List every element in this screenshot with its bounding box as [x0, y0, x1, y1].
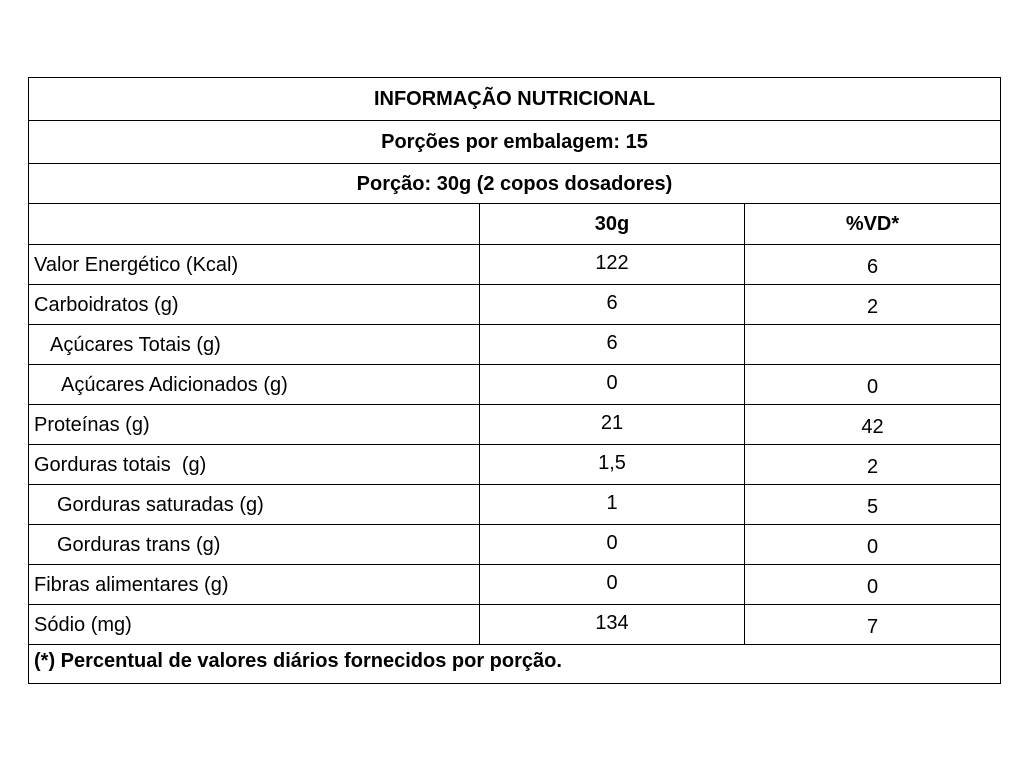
- nutrient-label: Gorduras totais (g): [29, 445, 480, 485]
- nutrient-amount: 6: [606, 331, 618, 354]
- nutrient-label: Gorduras saturadas (g): [29, 485, 480, 525]
- nutrient-label: Carboidratos (g): [29, 285, 480, 325]
- nutrient-dv: 2: [866, 295, 879, 318]
- nutrient-label: Valor Energético (Kcal): [29, 245, 480, 285]
- nutrient-label: Açúcares Totais (g): [29, 325, 480, 365]
- nutrient-amount: 122: [595, 251, 629, 274]
- nutrient-dv: 42: [861, 415, 884, 438]
- table-row: [29, 285, 1001, 325]
- footnote: (*) Percentual de valores diários fornecidos por porção.: [29, 645, 1001, 684]
- nutrient-label: Fibras alimentares (g): [29, 565, 480, 605]
- nutrient-amount: 134: [595, 611, 629, 634]
- portion-row: [29, 164, 1001, 204]
- nutrient-amount: 1,5: [598, 451, 626, 474]
- nutrient-label: Gorduras trans (g): [29, 525, 480, 565]
- nutrient-amount: 0: [606, 371, 618, 394]
- table-row: [29, 565, 1001, 605]
- column-header-label: [29, 204, 480, 245]
- table-row: [29, 325, 1001, 365]
- nutrient-dv: 2: [866, 455, 879, 478]
- table-row: [29, 245, 1001, 285]
- nutrient-amount: 21: [600, 411, 624, 434]
- table-row: [29, 485, 1001, 525]
- nutrient-label: Açúcares Adicionados (g): [29, 365, 480, 405]
- nutrient-dv: 0: [866, 535, 879, 558]
- nutrient-dv: 0: [866, 575, 879, 598]
- nutrient-dv: 7: [866, 615, 879, 638]
- nutrition-facts-table: [28, 77, 1001, 684]
- footnote-row: [29, 645, 1001, 684]
- nutrient-dv: 0: [866, 375, 879, 398]
- table-row: [29, 525, 1001, 565]
- nutrient-dv: 5: [866, 495, 879, 518]
- table-row: [29, 405, 1001, 445]
- nutrient-label: Proteínas (g): [29, 405, 480, 445]
- servings-per-package: Porções por embalagem: 15: [29, 121, 1001, 164]
- title-row: [29, 78, 1001, 121]
- table-row: [29, 605, 1001, 645]
- nutrient-dv: 6: [866, 255, 879, 278]
- table-title: INFORMAÇÃO NUTRICIONAL: [29, 78, 1001, 121]
- nutrient-amount: 0: [606, 571, 618, 594]
- nutrient-amount: 0: [606, 531, 618, 554]
- nutrient-label: Sódio (mg): [29, 605, 480, 645]
- table-row: [29, 365, 1001, 405]
- nutrient-amount: 1: [606, 491, 618, 514]
- column-header-dv: %VD*: [745, 204, 1001, 245]
- portion-size: Porção: 30g (2 copos dosadores): [29, 164, 1001, 204]
- table-row: [29, 445, 1001, 485]
- nutrient-amount: 6: [606, 291, 618, 314]
- column-header-amount: 30g: [480, 204, 745, 245]
- servings-row: [29, 121, 1001, 164]
- column-header-row: [29, 204, 1001, 245]
